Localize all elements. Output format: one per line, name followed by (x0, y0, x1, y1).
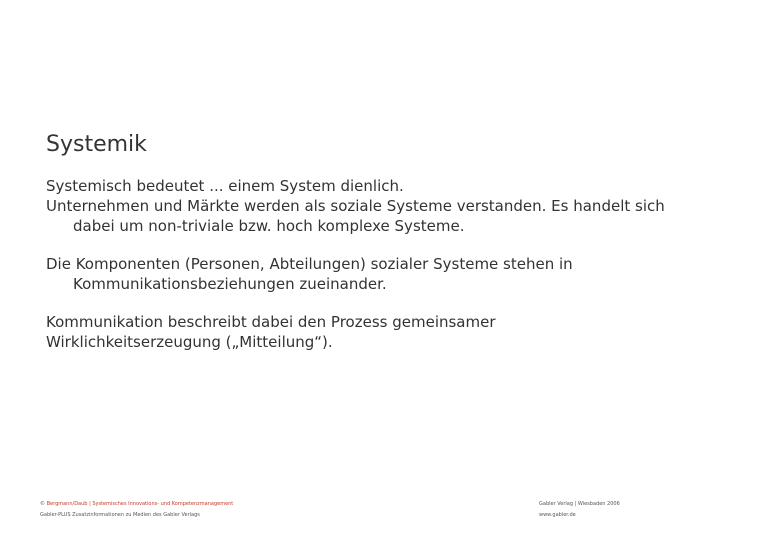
paragraph-communication (46, 312, 736, 352)
body-line: Kommunikationsbeziehungen zueinander. (73, 275, 387, 293)
paragraph-system-definition (46, 176, 736, 236)
paragraph-components (46, 254, 736, 294)
body-line: Unternehmen und Märkte werden als soziale Systeme verstanden. Es handelt sich (46, 197, 665, 215)
footer-book-title: | Systemisches Innovations- und Kompetenzmanagement (89, 501, 234, 507)
copyright-symbol: © (40, 501, 45, 507)
body-line: dabei um non-triviale bzw. hoch komplexe Systeme. (73, 217, 465, 235)
footer-website: www.gabler.de (539, 512, 576, 518)
slide-title: Systemik (46, 132, 147, 157)
body-line: Wirklichkeitserzeugung („Mitteilung“). (46, 333, 333, 351)
footer-series-note: Gabler-PLUS Zusatzinformationen zu Medien des Gabler Verlags (40, 512, 200, 518)
footer-copyright (40, 501, 233, 508)
footer-authors: Bergmann/Daub (46, 501, 88, 507)
slide-body (46, 176, 736, 352)
body-line: Die Komponenten (Personen, Abteilungen) sozialer Systeme stehen in (46, 255, 573, 273)
body-line: Kommunikation beschreibt dabei den Prozess gemeinsamer (46, 313, 496, 331)
footer-publisher: Gabler Verlag | Wiesbaden 2006 (539, 501, 620, 507)
body-line: Systemisch bedeutet ... einem System dienlich. (46, 177, 404, 195)
